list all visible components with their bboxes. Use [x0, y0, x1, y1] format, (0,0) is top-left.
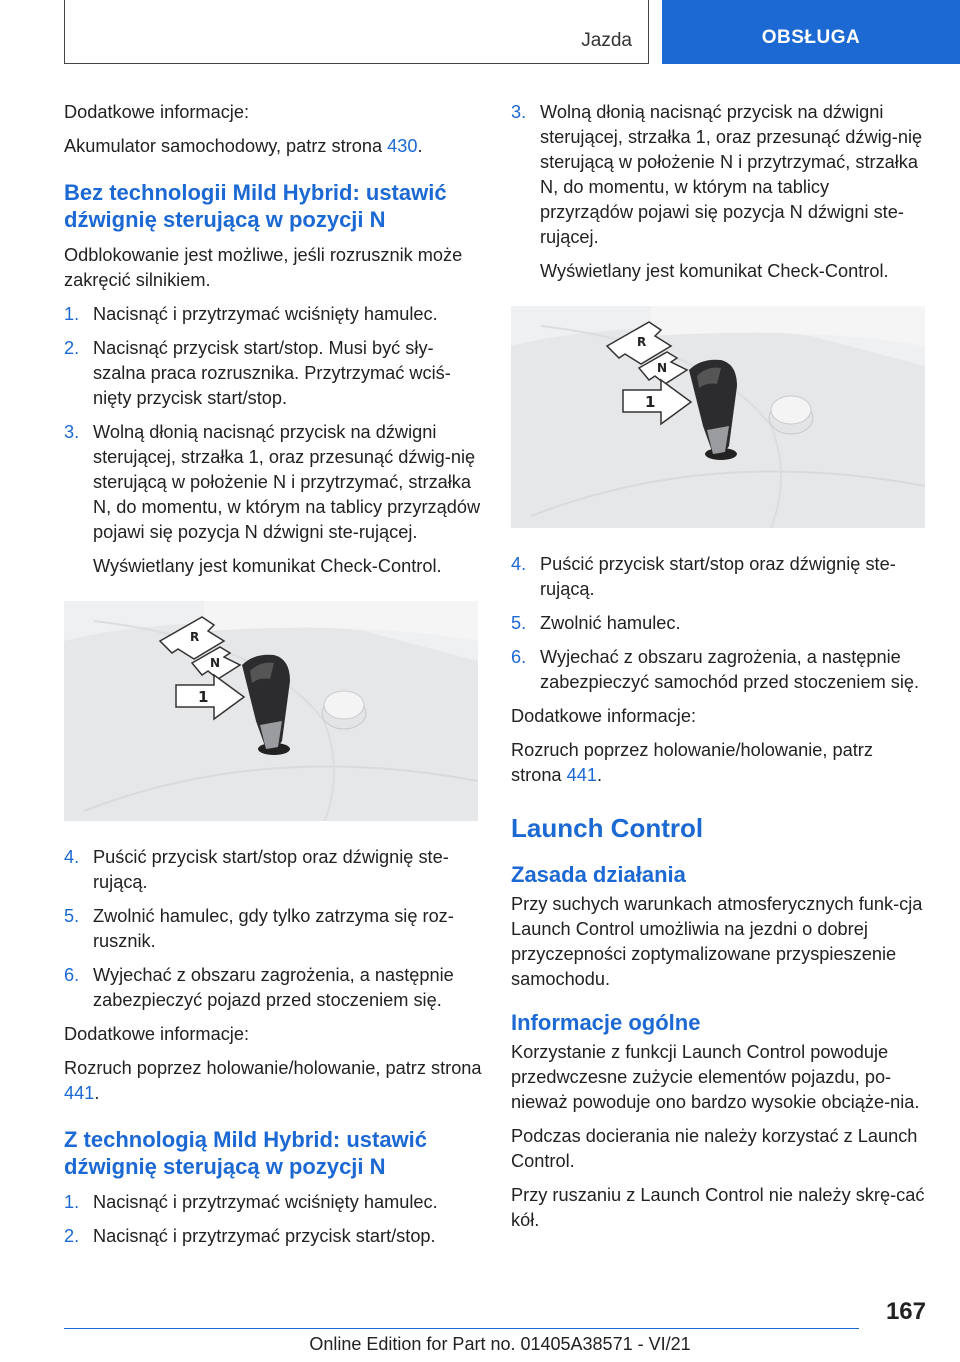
general-info-heading: Informacje ogólne	[511, 1010, 701, 1035]
right-column	[511, 100, 925, 1242]
header-category-tab[interactable]: OBSŁUGA	[662, 0, 960, 64]
general-info-text: Przy ruszaniu z Launch Control nie należy skrę-cać kół.	[511, 1185, 925, 1230]
arrow-label-n: N	[210, 656, 221, 670]
step-text: Nacisnąć i przytrzymać przycisk start/stop.	[93, 1226, 436, 1246]
step-number: 6.	[511, 647, 527, 667]
general-info-text: Podczas docierania nie należy korzystać z Launch Control.	[511, 1126, 918, 1171]
info-label: Dodatkowe informacje:	[64, 102, 249, 122]
header-box	[64, 0, 649, 64]
principle-heading: Zasada działania	[511, 862, 686, 887]
steps-list	[511, 100, 925, 250]
footer-divider	[64, 1328, 859, 1329]
step-text: Puścić przycisk start/stop oraz dźwignię ste-rującą.	[93, 847, 449, 892]
step-number: 4.	[511, 554, 527, 574]
step-item	[511, 645, 925, 695]
gear-lever-illustration	[64, 601, 478, 821]
step-number: 3.	[64, 422, 80, 442]
step-number: 1.	[64, 304, 80, 324]
step-text: Wolną dłonią nacisnąć przycisk na dźwigni sterującej, strzałka 1, oraz przesunąć dźwig-nię sterującą w położenie N i przytrzymać, strzałka N, do momentu, w którym na tablicy przyrządów pojawi się pozycja N dźwigni ste-rującej.	[540, 102, 923, 247]
step-text: Nacisnąć i przytrzymać wciśnięty hamulec.	[93, 304, 438, 324]
tow-reference: Rozruch poprzez holowanie/holowanie, patrz strona 441.	[64, 1058, 482, 1103]
step-text: Wyjechać z obszaru zagrożenia, a następnie zabezpieczyć samochód przed stoczeniem się.	[540, 647, 920, 692]
header-section-title: Jazda	[581, 30, 632, 51]
tow-reference: Rozruch poprzez holowanie/holowanie, patrz strona 441.	[511, 740, 873, 785]
step-number: 3.	[511, 102, 527, 122]
step-number: 2.	[64, 1226, 80, 1246]
principle-text: Przy suchych warunkach atmosferycznych funk-cja Launch Control umożliwia na jezdni o dobrej przyczepności zoptymalizowane przyspieszenie samochodu.	[511, 894, 923, 989]
step-item	[64, 336, 482, 411]
gear-lever-figure	[64, 601, 478, 821]
section-heading: Bez technologii Mild Hybrid: ustawić dźwignię sterującą w pozycji N	[64, 180, 447, 232]
arrow-label-r: R	[637, 335, 647, 349]
steps-list	[64, 845, 482, 1013]
page-link[interactable]: 430	[387, 136, 418, 156]
step-text: Nacisnąć przycisk start/stop. Musi być sły-szalna praca rozrusznika. Przytrzymać wciś-nięty przycisk start/stop.	[93, 338, 451, 408]
intro-text: Odblokowanie jest możliwe, jeśli rozrusznik może zakręcić silnikiem.	[64, 245, 463, 290]
step-text: Wolną dłonią nacisnąć przycisk na dźwigni sterującej, strzałka 1, oraz przesunąć dźwig-nię sterującą w położenie N i przytrzymać, strzałka N, do momentu, w którym na tablicy przyrządów pojawi się pozycja N dźwigni ste-rującej.	[93, 422, 481, 542]
step-number: 2.	[64, 338, 80, 358]
step-number: 5.	[511, 613, 527, 633]
page-link[interactable]: 441	[566, 765, 597, 785]
arrow-label-r: R	[190, 630, 200, 644]
launch-control-title: Launch Control	[511, 813, 704, 843]
steps-list	[64, 302, 482, 545]
left-column	[64, 100, 482, 1258]
step-item	[64, 845, 482, 895]
page-number: 167	[885, 1298, 926, 1325]
page-link[interactable]: 441	[64, 1083, 95, 1103]
step-text: Nacisnąć i przytrzymać wciśnięty hamulec.	[93, 1192, 438, 1212]
step-number: 6.	[64, 965, 80, 985]
check-control-note: Wyświetlany jest komunikat Check-Control.	[93, 556, 442, 576]
check-control-note: Wyświetlany jest komunikat Check-Control.	[540, 261, 889, 281]
step-item	[64, 963, 482, 1013]
step-item	[64, 904, 482, 954]
step-item	[64, 1190, 482, 1215]
step-number: 4.	[64, 847, 80, 867]
gear-lever-figure	[511, 306, 925, 528]
step-text: Zwolnić hamulec.	[540, 613, 681, 633]
step-item	[64, 1224, 482, 1249]
info-label: Dodatkowe informacje:	[511, 706, 696, 726]
general-info-text: Korzystanie z funkcji Launch Control powoduje przedwczesne zużycie elementów pojazdu, po-nieważ powoduje ono bardzo wysokie obciąże-nia.	[511, 1042, 920, 1112]
step-item	[64, 302, 482, 327]
step-number: 1.	[64, 1192, 80, 1212]
steps-list	[511, 552, 925, 695]
step-item	[511, 100, 925, 250]
step-item	[64, 420, 482, 545]
step-item	[511, 611, 925, 636]
steps-list	[64, 1190, 482, 1249]
step-text: Wyjechać z obszaru zagrożenia, a następnie zabezpieczyć pojazd przed stoczeniem się.	[93, 965, 454, 1010]
arrow-label-1: 1	[645, 393, 656, 411]
step-item	[511, 552, 925, 602]
gear-lever-illustration	[511, 306, 925, 528]
battery-reference: Akumulator samochodowy, patrz strona 430.	[64, 136, 423, 156]
footer-text: Online Edition for Part no. 01405A38571 - VI/21	[309, 1334, 691, 1354]
info-label: Dodatkowe informacje:	[64, 1024, 249, 1044]
arrow-label-1: 1	[198, 688, 209, 706]
step-text: Zwolnić hamulec, gdy tylko zatrzyma się roz-rusznik.	[93, 906, 454, 951]
step-text: Puścić przycisk start/stop oraz dźwignię ste-rującą.	[540, 554, 896, 599]
arrow-label-n: N	[657, 361, 668, 375]
section-heading: Z technologią Mild Hybrid: ustawić dźwignię sterującą w pozycji N	[64, 1127, 428, 1179]
step-number: 5.	[64, 906, 80, 926]
